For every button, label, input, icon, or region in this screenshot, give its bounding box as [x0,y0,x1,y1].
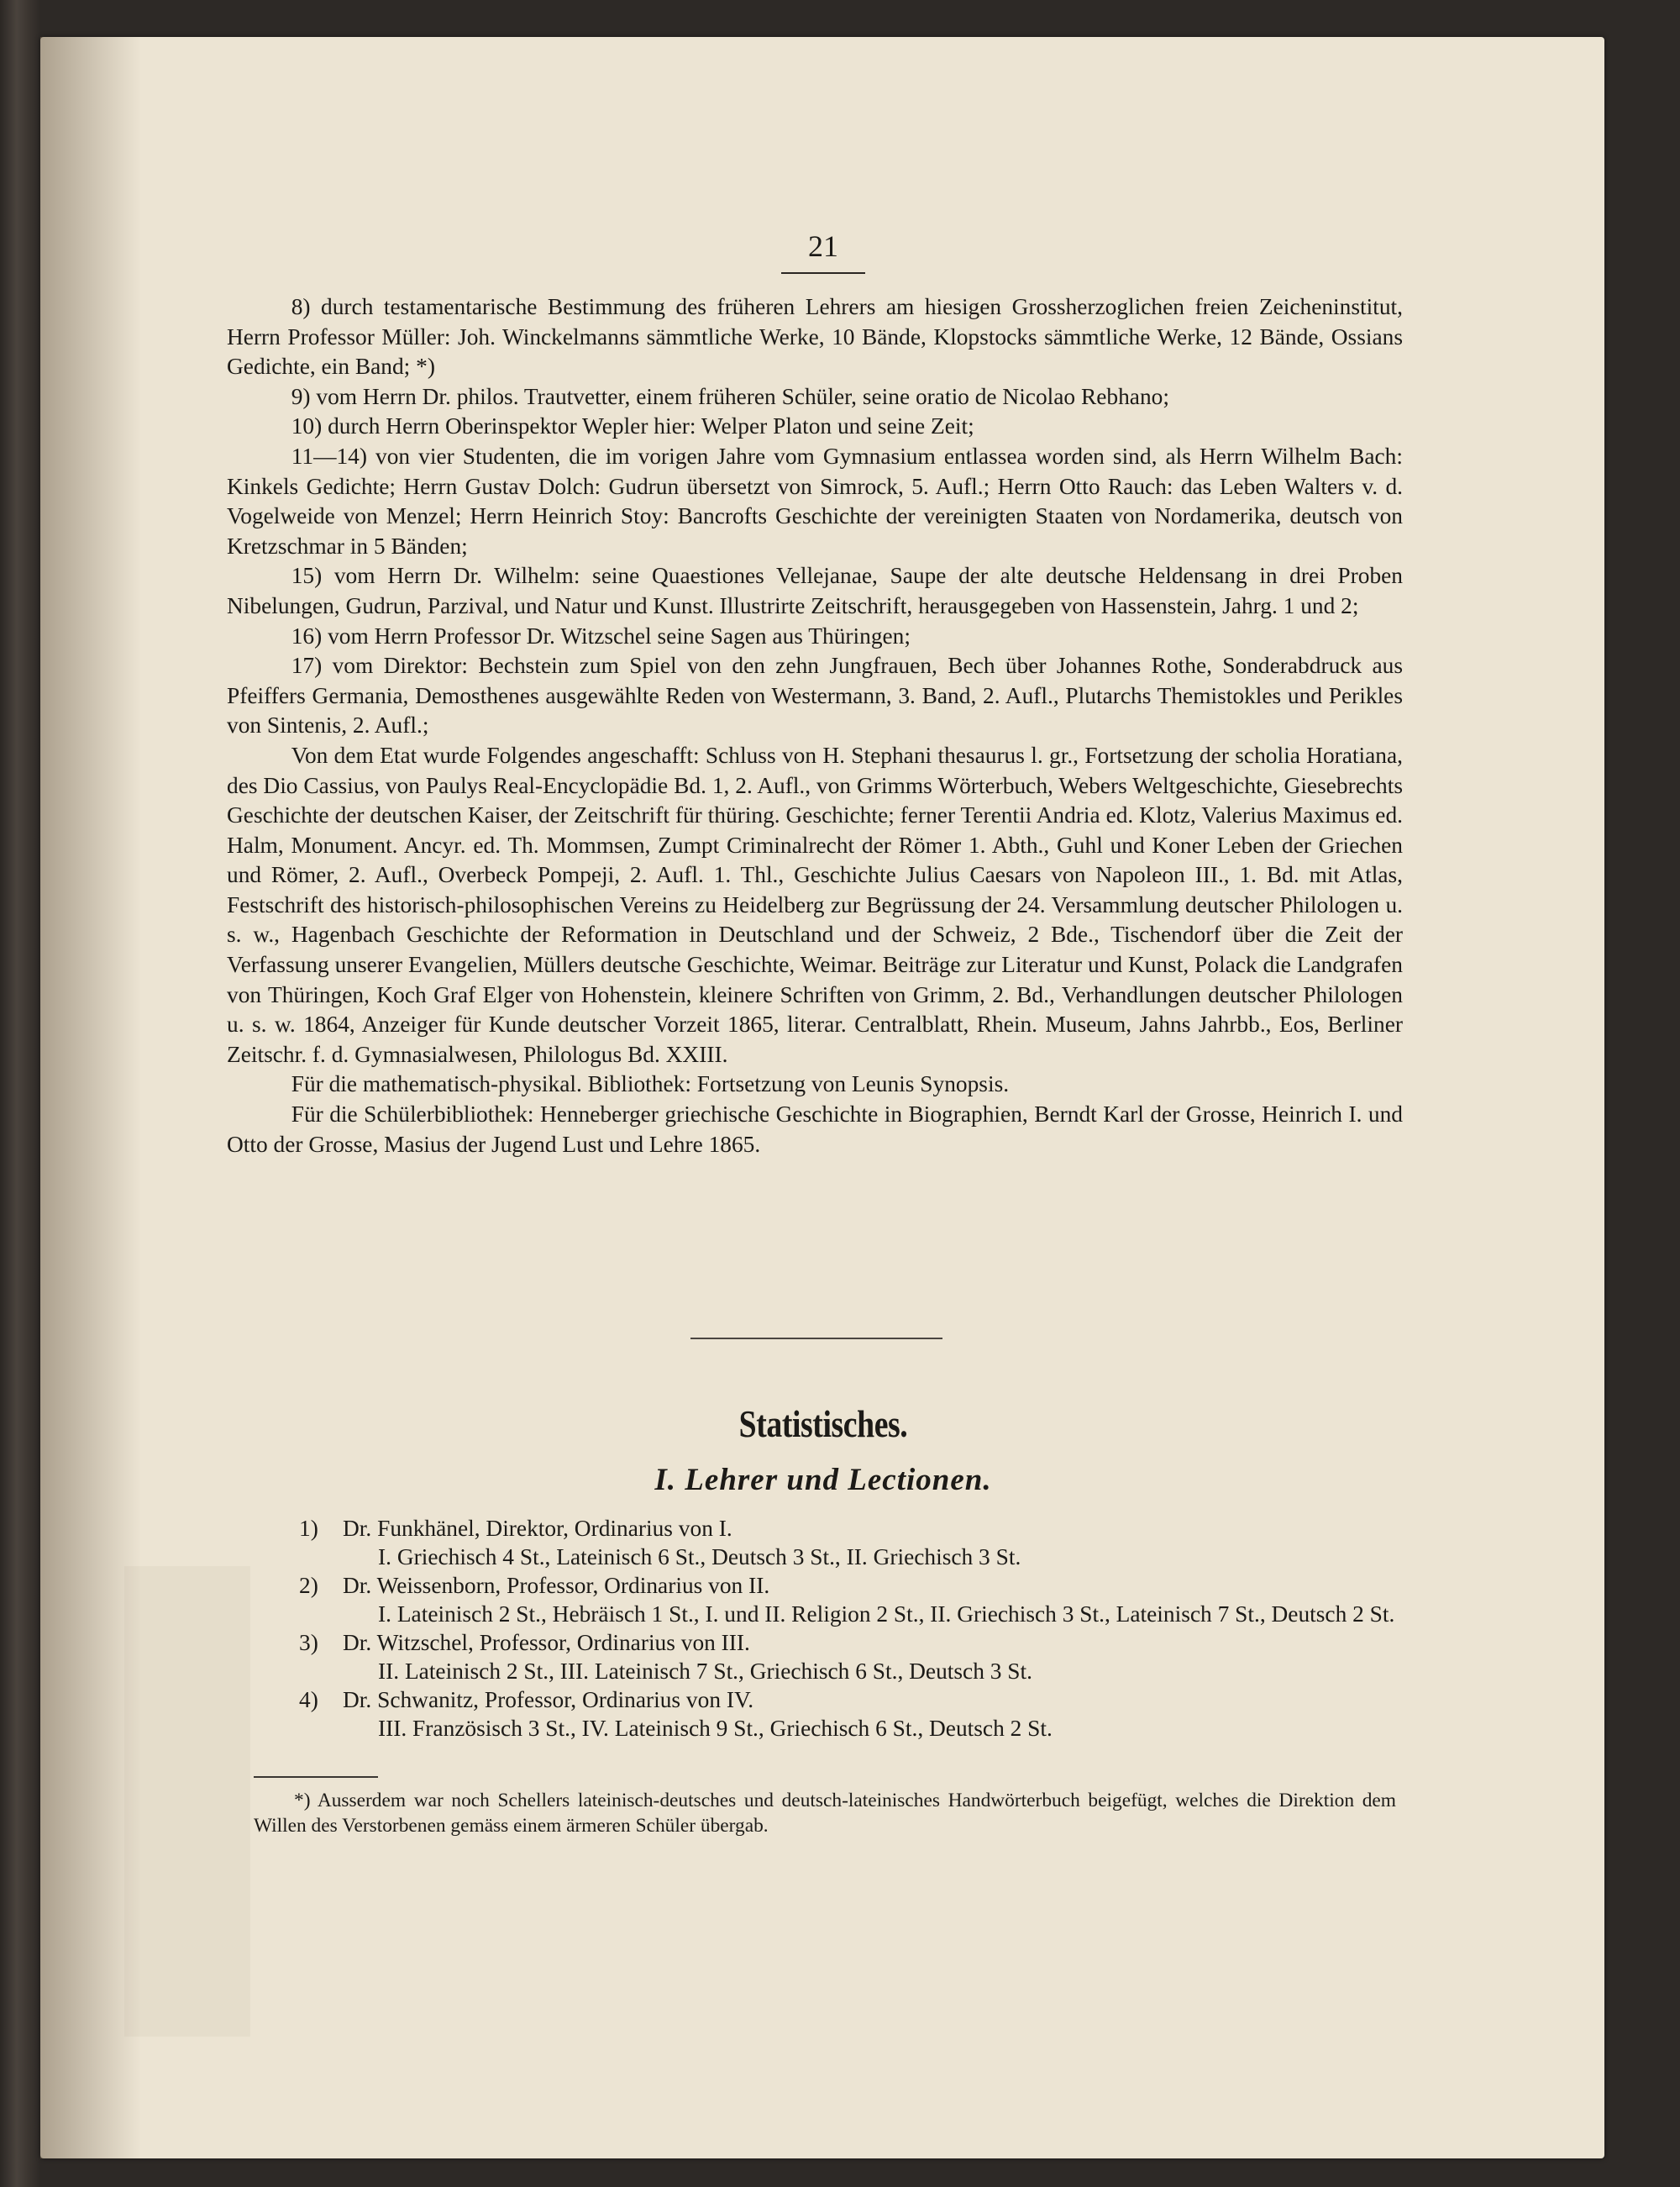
teacher-number: 3) [299,1630,318,1655]
paragraph: Von dem Etat wurde Folgendes angeschafft: Schluss von H. Stephani thesaurus l. gr., Fortsetzung der scholia Horatiana, des Dio Cassius, von Paulys Real-Encyclopädie Bd. 1, 2. Aufl., von Grimms Wörterbuch, Webers Weltgeschichte, Giesebrechts Geschichte der deutschen Kaiser, der Zeitschrift für thüring. Geschichte; ferner Terentii Andria ed. Klotz, Valerius Maximus ed. Halm, Monument. Ancyr. ed. Th. Mommsen, Zumpt Criminalrecht der Römer 1. Abth., Guhl und Koner Leben der Griechen und Römer, 2. Aufl., Overbeck Pompeji, 2. Aufl. 1. Thl., Geschichte Julius Caesars von Napoleon III., 1. Bd. mit Atlas, Festschrift des historisch-philosophischen Vereins zu Heidelberg zur Begrüssung der 24. Versammlung deutscher Philologen u. s. w., Hagenbach Geschichte der Reformation in Deutschland und der Schweiz, 2 Bde., Tischendorf über die Zeit der Verfassung unserer Evangelien, Müllers deutsche Geschichte, Weimar. Beiträge zur Literatur und Kunst, Polack die Landgrafen von Thüringen, Koch Graf Elger von Hohenstein, kleinere Schriften von Grimm, 2. Bd., Verhandlungen deutscher Philologen u. s. w. 1864, Anzeiger für Kunde deutscher Vorzeit 1865, literar. Centralblatt, Rhein. Museum, Jahns Jahrbb., Eos, Berliner Zeitschr. f. d. Gymnasialwesen, Philologus Bd. XXIII. [227,742,1403,1067]
teacher-lessons: I. Griechisch 4 St., Lateinisch 6 St., Deutsch 3 St., II. Griechisch 3 St. [378,1544,1021,1569]
paragraph: 16) vom Herrn Professor Dr. Witzschel seine Sagen aus Thüringen; [291,623,911,649]
section-title: Statistisches. [738,1402,908,1445]
teacher-lessons: I. Lateinisch 2 St., Hebräisch 1 St., I. und II. Religion 2 St., II. Griechisch 3 St., Lateinisch 7 St., Deutsch 2 St. [378,1601,1395,1627]
teacher-number: 2) [299,1573,318,1598]
ink-bleed-through [124,1566,250,2037]
teacher-lessons: II. Lateinisch 2 St., III. Lateinisch 7 St., Griechisch 6 St., Deutsch 3 St. [378,1659,1032,1684]
teacher-entry [299,1514,1399,1571]
paragraph: 9) vom Herrn Dr. philos. Trautvetter, einem früheren Schüler, seine oratio de Nicolao Rebhano; [291,383,1169,409]
body-text [227,292,1403,1159]
paragraph: Für die mathematisch-physikal. Bibliothek: Fortsetzung von Leunis Synopsis. [291,1071,1010,1097]
paragraph: Für die Schülerbibliothek: Henneberger griechische Geschichte in Biographien, Berndt Karl der Grosse, Heinrich I. und Otto der Grosse, Masius der Jugend Lust und Lehre 1865. [227,1101,1403,1157]
paragraph: 8) durch testamentarische Bestimmung des früheren Lehrers am hiesigen Grossherzoglichen freien Zeicheninstitut, Herrn Professor Müller: Joh. Winckelmanns sämmtliche Werke, 10 Bände, Klopstocks sämmtliche Werke, 12 Bände, Ossians Gedichte, ein Band; *) [227,294,1403,380]
footnote [254,1788,1396,1838]
paragraph: 11—14) von vier Studenten, die im vorigen Jahre vom Gymnasium entlassea worden sind, als Herrn Wilhelm Bach: Kinkels Gedichte; Herrn Gustav Dolch: Gudrun übersetzt von Simrock, 5. Aufl.; Herrn Otto Rauch: das Leben Walters v. d. Vogelweide von Menzel; Herrn Heinrich Stoy: Bancrofts Geschichte der vereinigten Staaten von Nordamerika, deutsch von Kretzschmar in 5 Bänden; [227,443,1403,559]
teacher-entry [299,1685,1399,1743]
page-number: 21 [781,229,865,274]
section-subtitle: I. Lehrer und Lectionen. [654,1463,992,1497]
footnote-rule [254,1776,378,1778]
teacher-list [299,1514,1399,1743]
teacher-entry [299,1628,1399,1685]
teacher-name: Dr. Witzschel, Professor, Ordinarius von III. [343,1630,750,1655]
paragraph: 10) durch Herrn Oberinspektor Wepler hier: Welper Platon und seine Zeit; [291,413,974,439]
paragraph: 15) vom Herrn Dr. Wilhelm: seine Quaestiones Vellejanae, Saupe der alte deutsche Heldensang in drei Proben Nibelungen, Gudrun, Parzival, und Natur und Kunst. Illustrirte Zeitschrift, herausgegeben von Hassenstein, Jahrg. 1 und 2; [227,563,1403,618]
section-divider [690,1338,942,1339]
footnote-text: *) Ausserdem war noch Schellers lateinisch-deutsches und deutsch-lateinisches Handwörterbuch beigefügt, welches die Direktion dem Willen des Verstorbenen gemäss einem ärmeren Schüler übergab. [254,1790,1396,1837]
teacher-number: 1) [299,1516,318,1541]
teacher-lessons: III. Französisch 3 St., IV. Lateinisch 9 St., Griechisch 6 St., Deutsch 2 St. [378,1716,1053,1741]
teacher-entry [299,1571,1399,1628]
teacher-name: Dr. Funkhänel, Direktor, Ordinarius von I. [343,1516,732,1541]
teacher-number: 4) [299,1687,318,1712]
teacher-name: Dr. Weissenborn, Professor, Ordinarius von II. [343,1573,770,1598]
teacher-name: Dr. Schwanitz, Professor, Ordinarius von IV. [343,1687,754,1712]
paragraph: 17) vom Direktor: Bechstein zum Spiel von den zehn Jungfrauen, Bech über Johannes Rothe, Sonderabdruck aus Pfeiffers Germania, Demosthenes ausgewählte Reden von Westermann, 3. Band, 2. Aufl., Plutarchs Themistokles und Perikles von Sintenis, 2. Aufl.; [227,653,1403,739]
